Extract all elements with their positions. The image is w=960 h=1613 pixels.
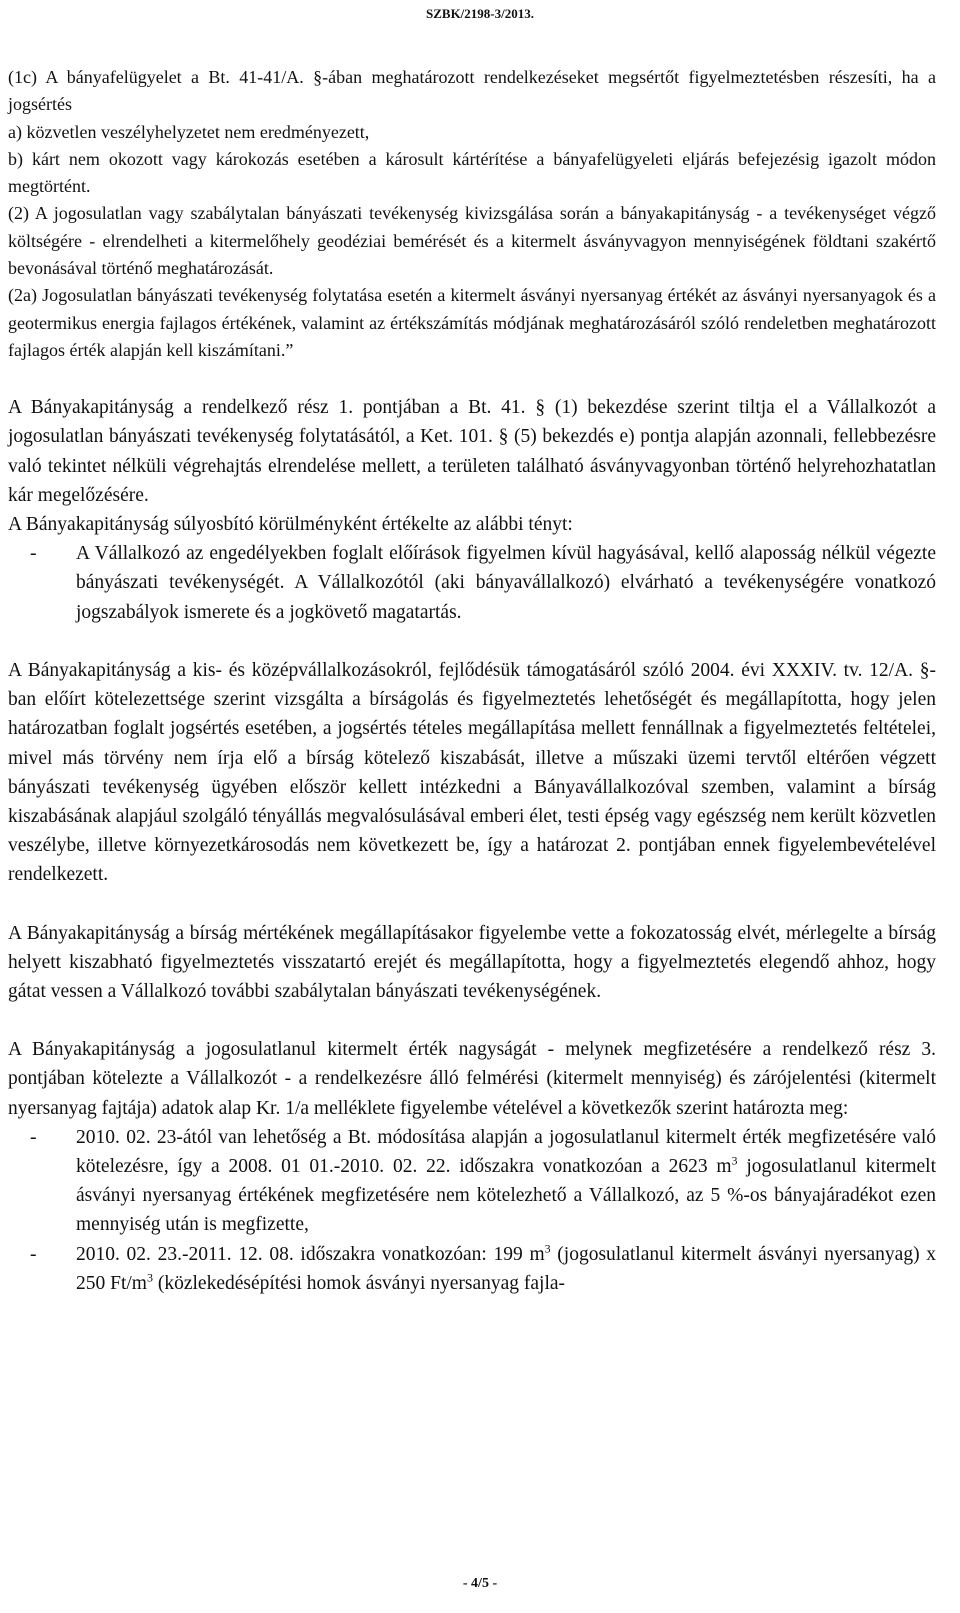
list-item-text: 2010. 02. 23-ától van lehetőség a Bt. módosítása alapján a jogosulatlanul kitermelt érték megfizetésére való kötelezésre, így a 2008. 01 01.-2010. 02. 22. időszakra vonatkozóan a 2623 $m^3$ jogosulatlanul kitermelt ásványi nyersanyag értékének megfizetésére nem kötelezhető a Vállalkozó, az 5 %-os bányajáradékot ezen mennyiség után is megfizette, (76, 1126, 936, 1236)
paragraph-fine-graduation: A Bányakapitányság a bírság mértékének megállapításakor figyelembe vette a fokozatosság elvét, mérlegelte a bírság helyett kiszabható figyelmeztetés visszatartó erejét és megállapította, hogy a figyelmeztetés elegendő ahhoz, hogy gátat vessen a Vállalkozó további szabálytalan bányászati tevékenységének. (8, 922, 936, 1002)
calculation-list (8, 1123, 936, 1298)
paragraph-sme-law: A Bányakapitányság a kis- és középvállalkozásokról, fejlődésük támogatásáról szóló 2004. évi XXXIV. tv. 12/A. §-ban előírt kötelezettsége szerint vizsgálta a bírságolás és figyelmeztetés lehetőségét és megállapította, hogy jelen határozatban foglalt jogsértés esetében, a jogsértés tételes megállapítása mellett fennállnak a figyelmeztetés feltételei, mivel más törvény nem írja elő a bírság kötelező kiszabását, illetve a műszaki üzemi tervtől eltérően végzett bányászati tevékenység ügyében először kellett intézkedni a Bányavállalkozóval szemben, valamint a bírság kiszabásának alapjául szolgáló tényállás megvalósulásával emberi élet, testi épség vagy egészség nem került közvetlen veszélybe, illetve környezetkárosodás nem következett be, így a határozat 2. pontjában ennek figyelembevételével rendelkezett. (8, 659, 936, 886)
list-item (8, 539, 936, 627)
list-item-text: 2010. 02. 23.-2011. 12. 08. időszakra vonatkozóan: 199 $m^3$ (jogosulatlanul kitermelt ásványi nyersanyag) x 250 $Ft/m^3$ (közlekedésépítési homok ásványi nyersanyag fajla- (76, 1241, 936, 1294)
superscript: 3 (146, 1270, 153, 1285)
list-item-text: A Vállalkozó az engedélyekben foglalt előírások figyelmen kívül hagyásával, kellő alaposság nélkül végezte bányászati tevékenységét. A Vállalkozótól (aki bányavállalkozó) elvárható a tevékenységére vonatkozó jogszabályok ismerete és a jogkövető magatartás. (76, 543, 936, 623)
paragraph-2: (2) A jogosulatlan vagy szabálytalan bányászati tevékenység kivizsgálása során a bányakapitányság - a tevékenységet végző költségére - elrendelheti a kitermelőhely geodéziai bemérését és a kitermelt ásványvagyon mennyiségének földtani szakértő bevonásával történő meghatározását. (8, 203, 936, 279)
list-dash: - (30, 1243, 37, 1265)
paragraph-value-calculation: A Bányakapitányság a jogosulatlanul kitermelt érték nagyságát - melynek megfizetésére a rendelkező rész 3. pontjában kötelezte a Vállalkozót - a rendelkezésre álló felmérési (kitermelt mennyiség) és zárójelentési (kitermelt nyersanyag fajtája) adatok alap Kr. 1/a melléklete figyelembe vételével a következők szerint határozta meg: (8, 1039, 936, 1119)
page-number: - 4/5 - (462, 1576, 498, 1591)
superscript: 3 (544, 1241, 551, 1256)
list-dash: - (30, 1126, 37, 1148)
paragraph-2a: (2a) Jogosulatlan bányászati tevékenység folytatása esetén a kitermelt ásványi nyersanyag értékét az ásványi nyersanyagok és a geotermikus energia fajlagos értékének, valamint az értékszámítás módjának meghatározásáról szóló rendeletben meghatározott fajlagos érték alapján kell kiszámítani.” (8, 285, 936, 360)
paragraph-1c: (1c) A bányafelügyelet a Bt. 41-41/A. §-ában meghatározott rendelkezéseket megsértőt figyelmeztetésben részesíti, ha a jogsértés (8, 67, 936, 115)
superscript: 3 (731, 1153, 738, 1168)
document-body (8, 64, 936, 1298)
item-b: b) kárt nem okozott vagy károkozás esetében a károsult kártérítése a bányafelügyeleti eljárás befejezésig igazolt módon megtörtént. (8, 148, 936, 197)
list-item (8, 1123, 936, 1240)
list-item (8, 1240, 936, 1298)
list-dash: - (30, 543, 37, 565)
paragraph-aggravating: A Bányakapitányság súlyosbító körülményként értékelte az alábbi tényt: (8, 514, 573, 536)
document-reference: SZBK/2198-3/2013. (426, 6, 534, 21)
aggravating-list (8, 539, 936, 627)
item-a: a) közvetlen veszélyhelyzetet nem eredményezett, (8, 121, 370, 142)
paragraph-prohibition: A Bányakapitányság a rendelkező rész 1. pontjában a Bt. 41. § (1) bekezdése szerint tiltja el a Vállalkozót a jogosulatlan bányászati tevékenység folytatásától, a Ket. 101. § (5) bekezdés e) pontja alapján azonnali, fellebbezésre való tekintet nélküli végrehajtás elrendelése mellett, a területen található ásványvagyonban történő helyrehozhatatlan kár megelőzésére. (8, 397, 936, 506)
law-excerpt (8, 64, 936, 364)
